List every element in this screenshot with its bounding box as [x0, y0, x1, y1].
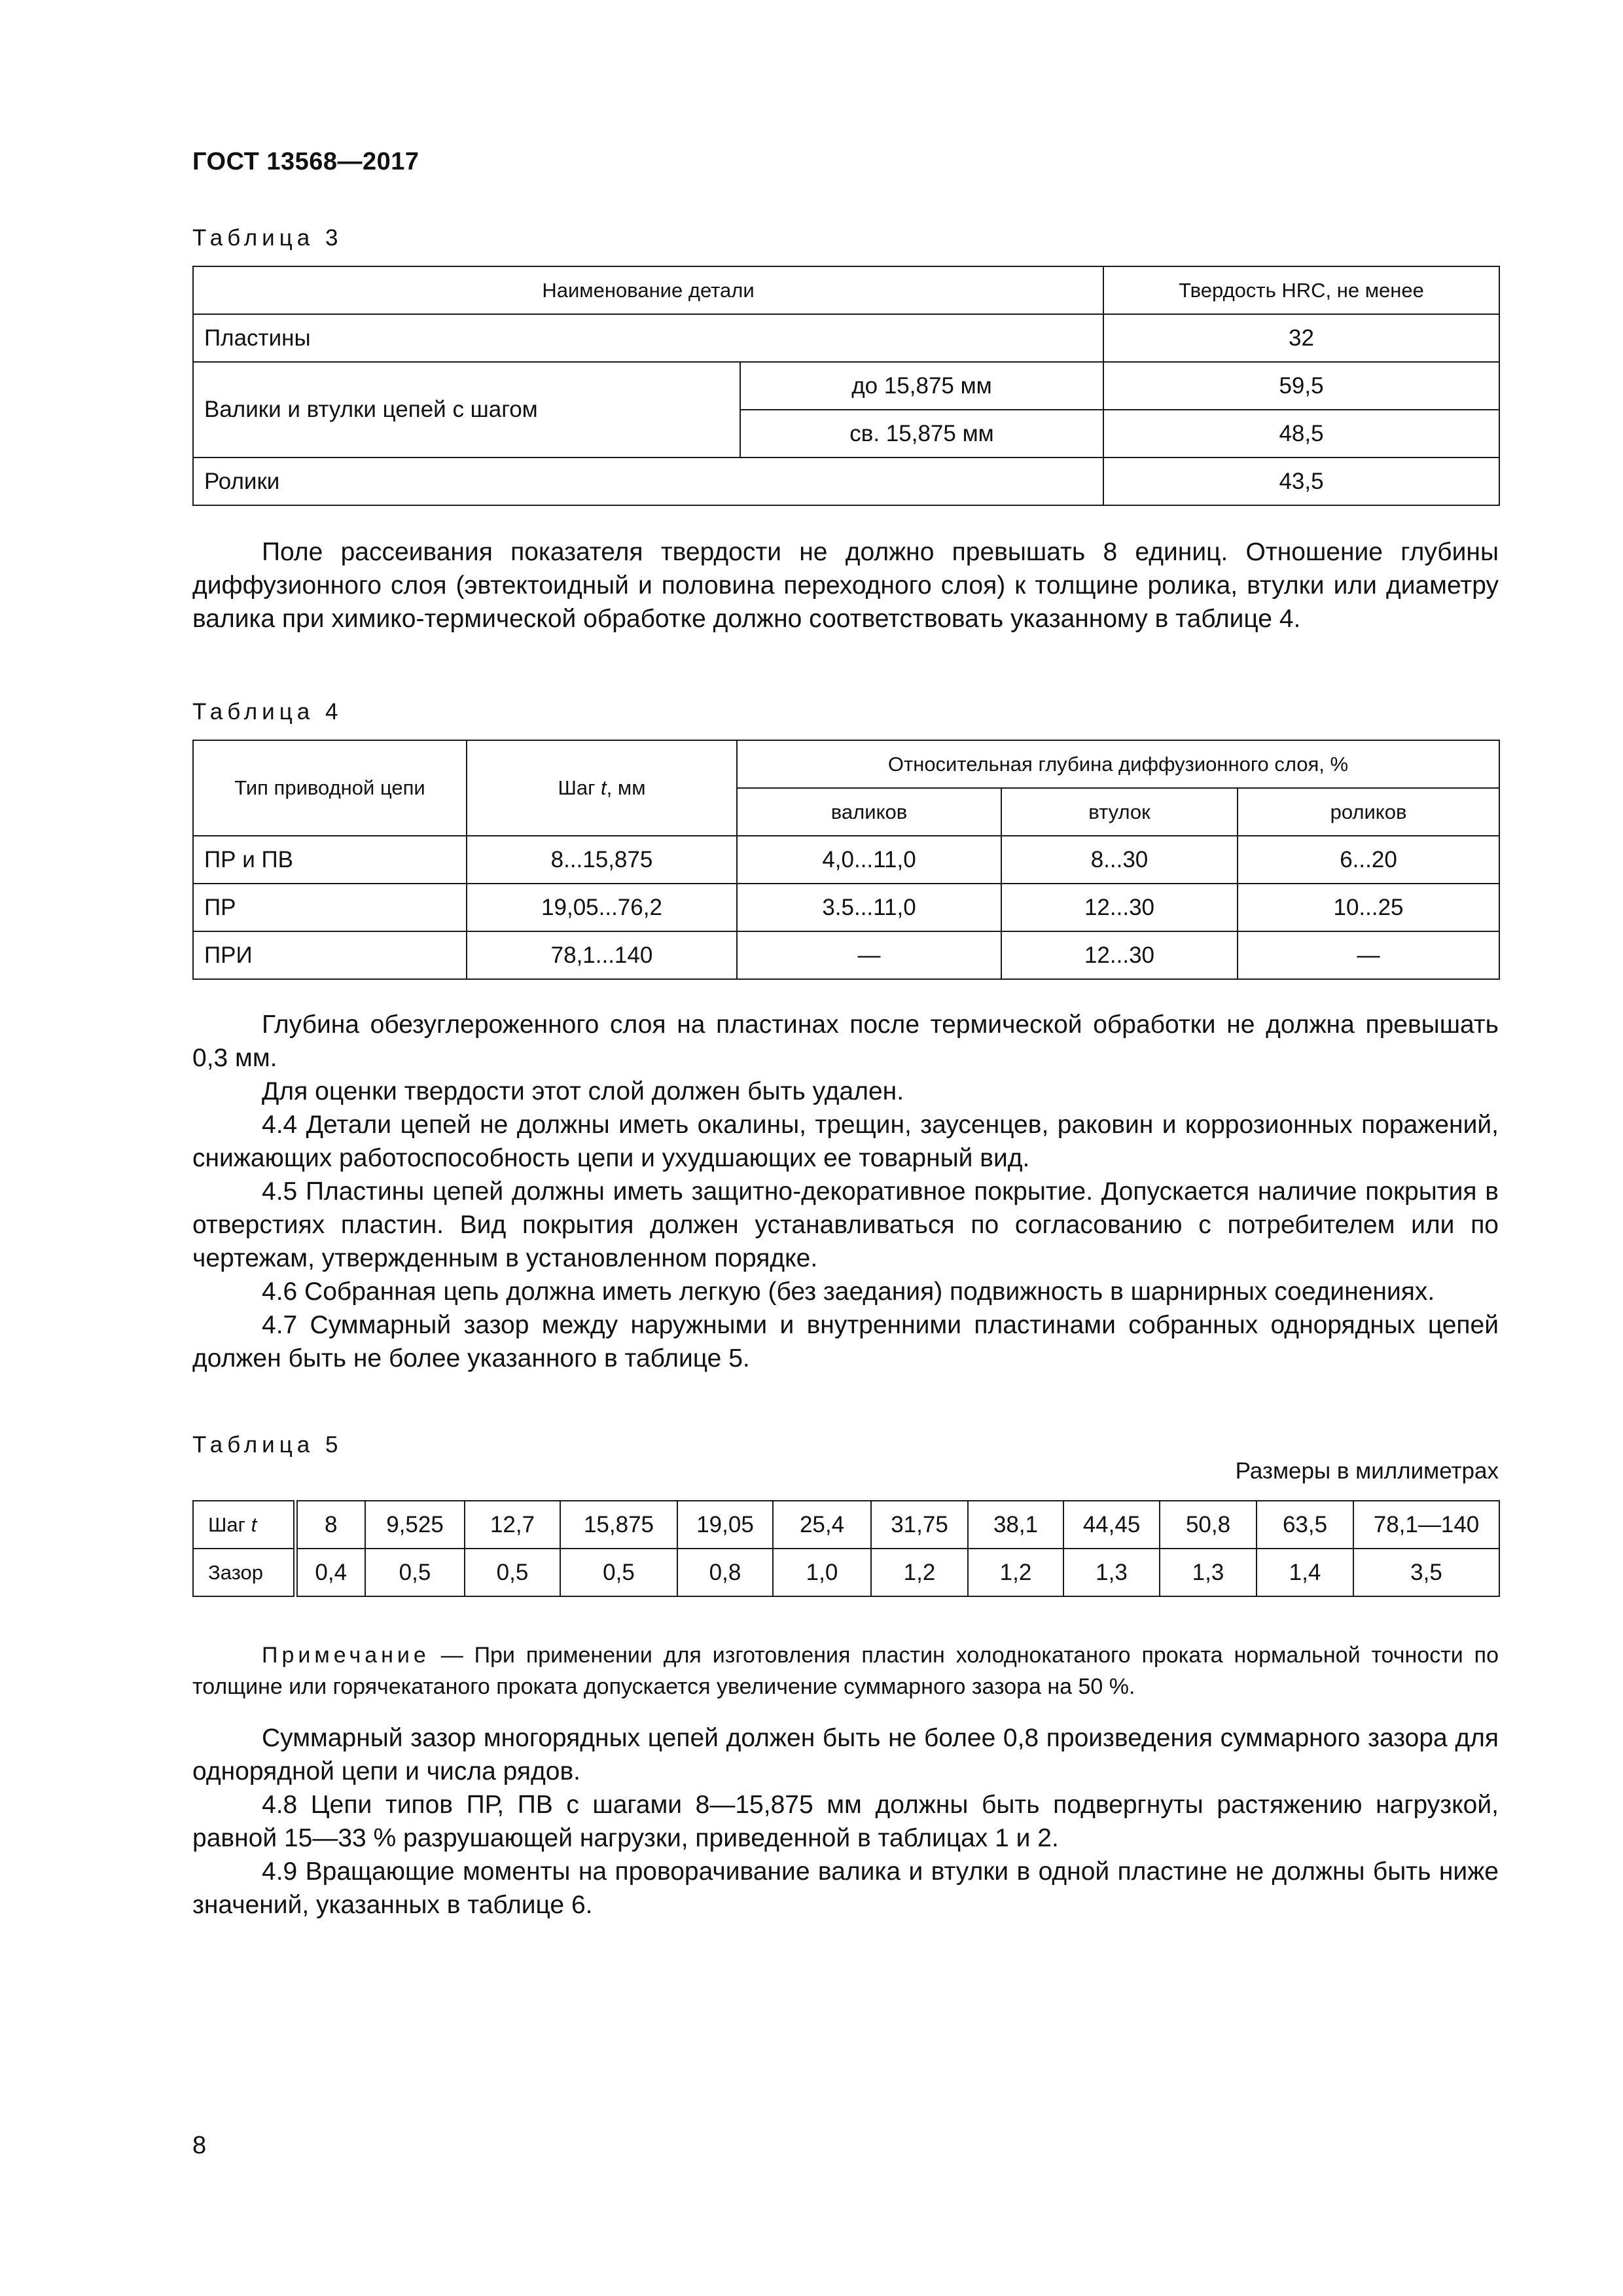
table3-caption: Таблица 3 [192, 225, 343, 251]
table-row [193, 314, 1499, 362]
table5-units: Размеры в миллиметрах [1235, 1458, 1499, 1484]
table4-cell: 12...30 [1001, 931, 1238, 979]
standard-id: ГОСТ 13568—2017 [192, 148, 419, 175]
table5-gap-cell: 1,4 [1257, 1549, 1353, 1596]
table4-cell: 10...25 [1238, 884, 1499, 931]
paragraph: 4.5 Пластины цепей должны иметь защитно-декоративное покрытие. Допускается наличие покрытия в отверстиях пластин. Вид покрытия должен устанавливаться по согласованию с потребителем или по чертежам, утвержденным в установленном порядке. [192, 1177, 1499, 1272]
paragraph: 4.4 Детали цепей не должны иметь окалины, трещин, заусенцев, раковин и коррозионных поражений, снижающих работоспособность цепи и ухудшающих ее товарный вид. [192, 1111, 1499, 1172]
table5-gap-cell: 1,0 [773, 1549, 871, 1596]
paragraphs-4-8-4-9 [192, 1721, 1499, 1922]
table3-cell-value: 43,5 [1103, 457, 1499, 505]
note-text: — При применении для изготовления пластин холоднокатаного проката нормальной точности по толщине или горячекатаного проката допускается увеличение суммарного зазора на 50 %. [192, 1643, 1499, 1699]
table4-cell: 4,0...11,0 [737, 836, 1001, 884]
table3-cell-sub: св. 15,875 мм [740, 410, 1103, 457]
table4-cell: 3.5...11,0 [737, 884, 1001, 931]
table4-subheader: роликов [1238, 788, 1499, 836]
table4-header-pitch-suffix: , мм [606, 776, 646, 799]
table4-header-type: Тип приводной цепи [193, 740, 467, 836]
table5-pitch-cell: 31,75 [871, 1501, 968, 1549]
paragraph: Для оценки твердости этот слой должен быть удален. [262, 1077, 904, 1105]
table5-pitch-cell: 38,1 [968, 1501, 1063, 1549]
table3-cell-sub: до 15,875 мм [740, 362, 1103, 410]
table5-gap-cell: 1,2 [968, 1549, 1063, 1596]
paragraphs-4-3-4-7 [192, 1008, 1499, 1375]
table5-gap-cell: 1,2 [871, 1549, 968, 1596]
table3-header-hardness: Твердость HRC, не менее [1103, 266, 1499, 314]
table5-gap-cell: 3,5 [1353, 1549, 1499, 1596]
paragraph: 4.9 Вращающие моменты на проворачивание валика и втулки в одной пластине не должны быть ниже значений, указанных в таблице 6. [192, 1857, 1499, 1919]
paragraph: 4.8 Цепи типов ПР, ПВ с шагами 8—15,875 мм должны быть подвергнуты растяжению нагрузкой, равной 15—33 % разрушающей нагрузки, приведенной в таблицах 1 и 2. [192, 1791, 1499, 1852]
table4-header-pitch-prefix: Шаг [558, 776, 601, 799]
table3-cell-name: Валики и втулки цепей с шагом [193, 362, 740, 457]
table-row [193, 362, 1499, 410]
table4-header-pitch [467, 740, 737, 836]
table5-pitch-cell: 78,1—140 [1353, 1501, 1499, 1549]
table5-pitch-cell: 9,525 [365, 1501, 465, 1549]
paragraph-hardness [192, 535, 1499, 636]
paragraph: 4.7 Суммарный зазор между наружными и внутренними пластинами собранных однорядных цепей должен быть не более указанного в таблице 5. [192, 1311, 1499, 1372]
note-label: Примечание [262, 1643, 430, 1668]
table4-header-depth: Относительная глубина диффузионного слоя, % [737, 740, 1499, 788]
paragraph: 4.6 Собранная цепь должна иметь легкую (без заедания) подвижность в шарнирных соединениях. [262, 1278, 1435, 1306]
table-row [193, 836, 1499, 884]
table4-cell: 12...30 [1001, 884, 1238, 931]
table-row [193, 740, 1499, 788]
table5-row-label-prefix: Шаг [208, 1513, 251, 1536]
table3-cell-value: 48,5 [1103, 410, 1499, 457]
table4-cell: 8...30 [1001, 836, 1238, 884]
paragraph: Суммарный зазор многорядных цепей должен быть не более 0,8 произведения суммарного зазора для однорядной цепи и числа рядов. [192, 1724, 1499, 1785]
table5-pitch-cell: 50,8 [1160, 1501, 1257, 1549]
table4-cell: 8...15,875 [467, 836, 737, 884]
table4-cell: ПРИ [193, 931, 467, 979]
table5-gap-cell: 0,8 [677, 1549, 773, 1596]
paragraph: Глубина обезуглероженного слоя на пластинах после термической обработки не должна превышать 0,3 мм. [192, 1011, 1499, 1072]
table3-header-name: Наименование детали [193, 266, 1103, 314]
table4-cell: ПР и ПВ [193, 836, 467, 884]
table4-subheader: валиков [737, 788, 1001, 836]
table5-row-label: Зазор [193, 1549, 295, 1596]
table5-gap-cell: 1,3 [1160, 1549, 1257, 1596]
table4-cell: ПР [193, 884, 467, 931]
table-row [193, 1501, 1499, 1549]
table-row [193, 457, 1499, 505]
table5-pitch-cell: 8 [295, 1501, 365, 1549]
table5-note [192, 1640, 1499, 1702]
table3-cell-value: 59,5 [1103, 362, 1499, 410]
table-row [193, 931, 1499, 979]
table5-pitch-cell: 44,45 [1063, 1501, 1160, 1549]
table5-pitch-cell: 25,4 [773, 1501, 871, 1549]
table5-pitch-cell: 15,875 [560, 1501, 677, 1549]
table-row [193, 266, 1499, 314]
table5-caption: Таблица 5 [192, 1432, 343, 1458]
pitch-symbol: t [251, 1513, 257, 1536]
table5-gap-cell: 0,5 [465, 1549, 560, 1596]
table4-subheader: втулок [1001, 788, 1238, 836]
table5-pitch-cell: 63,5 [1257, 1501, 1353, 1549]
table5-gap-cell: 1,3 [1063, 1549, 1160, 1596]
table3 [192, 266, 1500, 506]
table-row [193, 884, 1499, 931]
table5-gap-cell: 0,5 [365, 1549, 465, 1596]
paragraph: Поле рассеивания показателя твердости не должно превышать 8 единиц. Отношение глубины диффузионного слоя (эвтектоидный и половина переходного слоя) к толщине ролика, втулки или диаметру валика при химико-термической обработке должно соответствовать указанному в таблице 4. [192, 538, 1499, 633]
table5-gap-cell: 0,4 [295, 1549, 365, 1596]
pitch-symbol: t [601, 776, 607, 799]
table5-pitch-cell: 12,7 [465, 1501, 560, 1549]
table3-cell-value: 32 [1103, 314, 1499, 362]
table5-gap-cell: 0,5 [560, 1549, 677, 1596]
table3-cell-name: Ролики [193, 457, 1103, 505]
table5 [192, 1500, 1500, 1597]
table4-cell: 6...20 [1238, 836, 1499, 884]
table4-cell: 19,05...76,2 [467, 884, 737, 931]
table4-cell: — [1238, 931, 1499, 979]
table4-caption: Таблица 4 [192, 699, 343, 725]
page-number: 8 [192, 2132, 207, 2159]
note-paragraph [192, 1640, 1499, 1702]
table4-cell: 78,1...140 [467, 931, 737, 979]
table5-row-label [193, 1501, 295, 1549]
table5-pitch-cell: 19,05 [677, 1501, 773, 1549]
table4-cell: — [737, 931, 1001, 979]
table4 [192, 740, 1500, 980]
table3-cell-name: Пластины [193, 314, 1103, 362]
table-row [193, 1549, 1499, 1596]
